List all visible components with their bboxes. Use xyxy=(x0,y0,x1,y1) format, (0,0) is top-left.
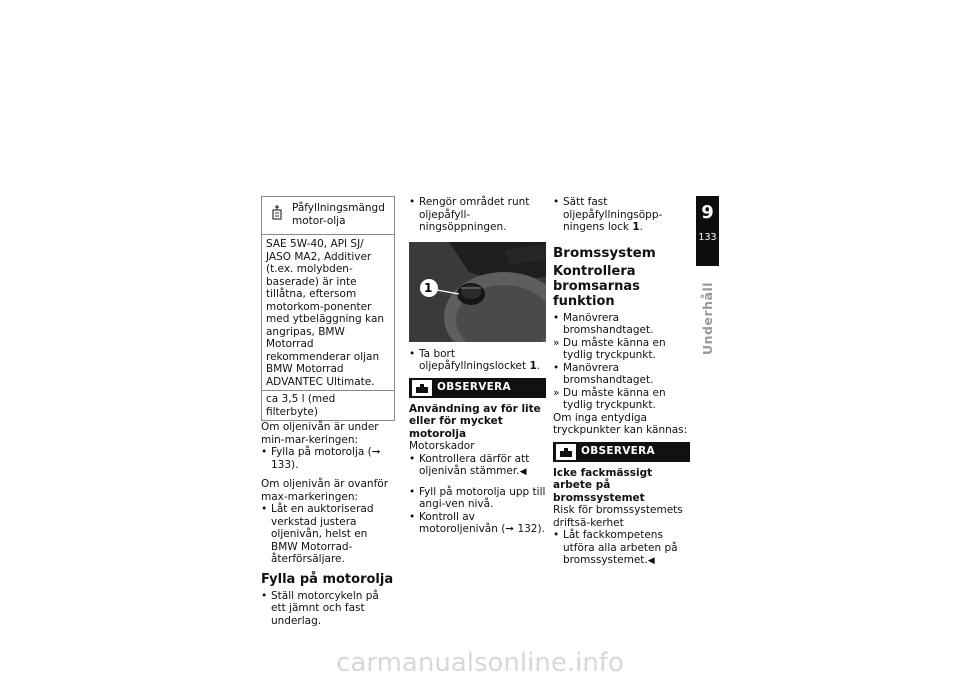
text-above-max: Om oljenivån är ovanför max-markeringen: xyxy=(261,478,389,503)
check-level-text: Kontrollera därför att oljenivån stämmer. xyxy=(419,452,530,477)
hand-warning-icon xyxy=(412,380,432,396)
list-item: • Låt en auktoriserad verkstad justera oljenivån, helst en BMW Motorrad-återförsäljare. xyxy=(261,503,395,566)
text-below-min: Om oljenivån är under min-mar-keringen: xyxy=(261,421,379,446)
column-2 xyxy=(409,196,546,536)
link-fill-oil[interactable]: Fylla på motorolja (➞ 133). xyxy=(271,446,381,471)
oil-spec-box xyxy=(261,196,395,421)
list-item: • Ställ motorcykeln på ett jämnt och fast underlag. xyxy=(261,590,395,628)
list-item xyxy=(261,446,395,471)
text-no-pressure-point: Om inga entydiga tryckpunkter kan kännas: xyxy=(553,411,688,436)
notice-text: Motorskador xyxy=(409,440,475,452)
chapter-number: 9 xyxy=(701,202,714,223)
workshop-text: Låt fackkompetens utföra alla arbeten på bromssystemet. xyxy=(563,529,678,566)
list-item: • Fyll på motorolja upp till angi-ven nivå. xyxy=(409,486,546,511)
hand-warning-icon xyxy=(556,444,576,460)
list-item xyxy=(553,529,690,568)
notice-text: Risk för bromssystemets driftsä-kerhet xyxy=(553,504,683,529)
page-number: 133 xyxy=(698,232,717,243)
result-item: » Du måste känna en tydlig tryckpunkt. xyxy=(553,387,690,412)
oil-spec-header xyxy=(262,197,394,235)
chapter-tab xyxy=(696,196,719,266)
column-1 xyxy=(261,196,395,627)
column-3 xyxy=(553,196,690,568)
list-item: • Rengör området runt oljepåfyll-ningsöppningen. xyxy=(409,196,546,234)
watermark: carmanualsonline.info xyxy=(336,648,624,678)
list-item: • Manövrera bromshandtaget. xyxy=(553,312,690,337)
ref-callout: 1 xyxy=(529,360,537,372)
notice-title: Icke fackmässigt arbete på bromssystemet xyxy=(553,466,653,504)
list-item xyxy=(409,453,546,479)
notice-label: OBSERVERA xyxy=(581,445,655,458)
notice-bar xyxy=(553,442,690,462)
end-triangle-icon: ◀ xyxy=(647,556,655,566)
heading-brake-system: Bromssystem xyxy=(553,244,656,261)
ref-callout: 1 xyxy=(632,221,640,233)
link-oil-level-check[interactable]: Kontroll av motoroljenivån (➞ 132). xyxy=(419,510,545,535)
notice-title: Användning av för lite eller för mycket motorolja xyxy=(409,402,541,440)
attach-cap-text: Sätt fast oljepåfyllningsöpp-ningens lock xyxy=(563,196,663,233)
remove-cap-text: Ta bort oljepåfyllningslocket xyxy=(419,347,527,372)
notice-bar xyxy=(409,378,546,398)
heading-check-brakes: Kontrollera bromsarnas funktion xyxy=(553,263,640,309)
photo-callout-1: 1 xyxy=(424,280,433,295)
end-triangle-icon: ◀ xyxy=(519,467,527,477)
list-item: • Sätt fast oljepåfyllningsöpp-ningens lock 1. xyxy=(553,196,690,234)
section-side-label: Underhåll xyxy=(700,281,715,355)
oil-spec-title: Påfyllningsmängd motor-olja xyxy=(292,202,385,227)
result-item: » Du måste känna en tydlig tryckpunkt. xyxy=(553,337,690,362)
list-item xyxy=(409,511,546,536)
oil-spec-quantity: ca 3,5 l (med filterbyte) xyxy=(266,393,336,418)
oil-spec-body: SAE 5W-40, API SJ/ JASO MA2, Additiver (t.ex. molybden-baserade) är inte tillåtna, eftersom motorkom-ponenter med ytbeläggning kan angripas, BMW Motorrad rekommenderar oljan BMW Motorrad ADVANTEC Ultimate. xyxy=(262,235,394,391)
oil-can-icon xyxy=(266,202,288,220)
oil-filler-photo xyxy=(409,242,546,342)
heading-fill-oil: Fylla på motorolja xyxy=(261,571,394,587)
list-item: • Manövrera bromshandtaget. xyxy=(553,362,690,387)
notice-label: OBSERVERA xyxy=(437,381,511,394)
list-item: • Ta bort oljepåfyllningslocket 1. xyxy=(409,348,546,373)
